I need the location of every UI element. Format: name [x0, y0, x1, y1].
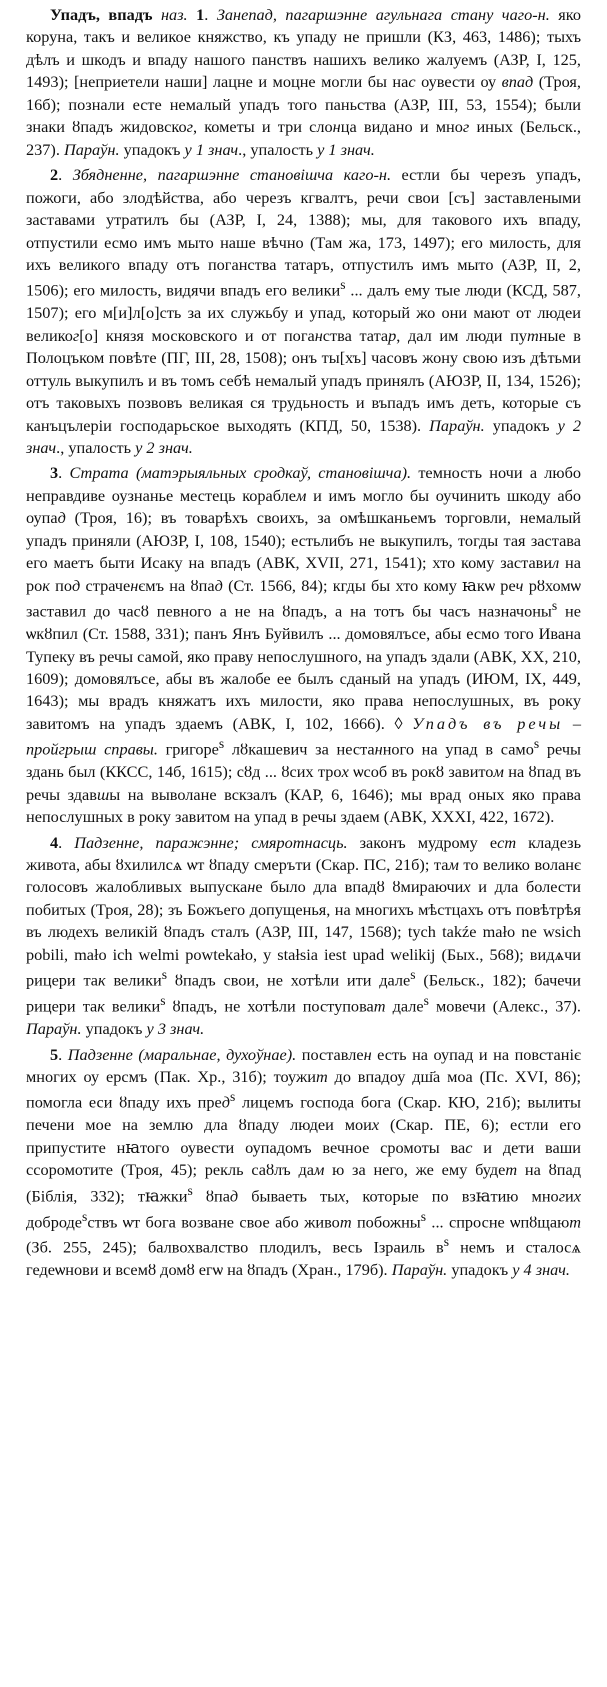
text-run: не ѡкȣпил (Ст. 1588, 331); панъ Янъ Буйвилъ ... домовялъсе, абы есмо того Ивана Тупеку въ речы самой, яко праву непослушного, на упадъ здали (АВК, XX, 210, 1609); домовялъсе, абы въ жалобе ее былъ сданый на упадъ (ИЮМ, IX, 449, 1643); мы врадъ княжатъ ихъ милости, яко права непослушных, въ року завитомъ на упадъ здаемъ (АВК, I, 102, 1666). ◊ — [26, 601, 581, 733]
text-run: – — [563, 713, 582, 733]
text-run: страче — [80, 575, 131, 595]
text-run: , которые по взꙗтию мно — [345, 1186, 559, 1206]
text-run: немъ и сталосѧ гедеѡнови и всемȣ домȣ егѡ на ȣпадъ (Хран., 179б). — [26, 1237, 581, 1280]
text-run: на ро — [26, 553, 581, 595]
text-run: , дал им люди пу — [396, 325, 528, 345]
italic-run: г — [462, 117, 470, 137]
italic-run: х — [371, 1115, 380, 1135]
text-run: . — [58, 463, 70, 483]
text-run: ... спросне ѡпȣщаю — [426, 1211, 570, 1231]
italic-run: т — [527, 325, 539, 345]
text-run: . — [58, 1044, 68, 1064]
italic-run: т — [339, 1211, 352, 1231]
text-run: мовечи (Алекс., 37). — [428, 996, 581, 1016]
italic-run: г — [186, 117, 193, 137]
superscript-mark: ѕ — [533, 736, 540, 752]
text-run: и дети ваши ссоромотите (Троя, 45); рекль саȣлъ да — [26, 1137, 581, 1180]
text-run: ства тата — [322, 325, 389, 345]
text-run: велики — [104, 996, 161, 1016]
italic-run: м — [493, 762, 504, 782]
superscript-mark: ѕ — [82, 1208, 88, 1224]
spaced-phrase: Упадъ въ речы — [412, 713, 564, 733]
text-run: иных (Бельск., 237). — [26, 117, 581, 159]
text-run: ., упалость — [238, 139, 318, 159]
superscript-mark: ѕ — [161, 967, 168, 983]
superscript-mark: ѕ — [443, 1234, 449, 1250]
text-run: по — [49, 575, 73, 595]
sense-number: 4 — [50, 832, 59, 852]
text-run: . — [58, 165, 73, 185]
italic-run: д — [214, 575, 223, 595]
italic-run: к — [97, 996, 105, 1016]
text-run: рȣхомѡ заставил до часȣ певного а не на ȣпадъ, а на тотъ бы часъ назначоны — [26, 575, 581, 621]
italic-run: Параўн. — [63, 139, 120, 159]
text-run: есть на оупад и на повстаніє многих оу ерсмъ (Пак. Хр., 31б); тоужи — [26, 1044, 582, 1086]
text-run: ȣпадъ, не хотѣли поступова — [165, 996, 374, 1016]
text-run: побожны — [351, 1211, 421, 1231]
text-run: (Троя, 16); въ товарѣхъ своихъ, за омѣшканьемъ торговли, немалый упадъ приняли (АЮЗР, I, 108, 1540); естьлибъ не выкупилъ, тогды тая застава его маетъ быти Исаку на впадъ (АВК, XVII, 271, 1541); хто кому застави — [26, 508, 581, 573]
text-run: велики — [105, 970, 162, 990]
text-run: законъ мудрому е — [347, 832, 498, 852]
text-run: речы здань был (ККСС, 14б, 1615); сȣд ... ȣсих тро — [26, 739, 581, 782]
text-run: (Троя, 16б); познали есте немалый упадъ того паньства (АЗР, III, 53, 1554); были знаки ȣпадъ жидовско — [26, 72, 581, 137]
italic-run: л — [552, 553, 560, 573]
italic-run: Збядненне, пагаршэнне становішча каго-н. — [72, 165, 392, 185]
text-run: кладезь живота, абы ȣхилилсѧ ѡт ȣпаду смеръти (Скар. ПС, 21б); та — [26, 832, 582, 875]
italic-run: у 2 знач. — [135, 438, 193, 458]
italic-run: Параўн. — [26, 1019, 82, 1039]
italic-run: Занепад, пагаршэнне агульнага стану чаго-н. — [216, 5, 550, 24]
text-run — [152, 5, 161, 24]
italic-run: р — [388, 325, 397, 345]
entry-paragraph-sense-1 — [26, 4, 581, 161]
text-run: ємъ на ȣпа — [138, 575, 215, 595]
italic-run: н — [130, 575, 139, 595]
entry-paragraph-sense-3 — [26, 462, 581, 828]
text-run: ного на упад в само — [382, 739, 534, 759]
italic-run: с — [408, 72, 416, 92]
italic-run: г — [558, 1186, 566, 1206]
italic-run: м — [313, 1160, 325, 1180]
headword: Упадъ, впадъ — [50, 5, 153, 24]
sense-number: 1 — [196, 5, 205, 24]
entry-paragraph-sense-5 — [26, 1044, 581, 1282]
text-run: естли бы черезъ упадъ, пожоги, або злодѣйства, або черезъ кгвалтъ, речи свои [съ] заставлеными заставами утратилъ бы (АЗР, I, 24, 1388); мы, для такового ихъ впаду, отпустили есмо имъ мыто наше вѣчно (Там жа, 173, 1497); его милость, для ихъ великого впаду отъ поганства татаръ, отпустилъ имъ мыто (АЗР, II, 2, 1506); его милость, видячи впадъ его велики — [26, 165, 582, 300]
text-run: то велико воланє голосовъ жалобливых выпуска — [26, 855, 582, 897]
sense-number: 2 — [50, 165, 59, 185]
italic-run: д — [72, 575, 81, 595]
italic-run: х — [338, 1186, 346, 1206]
text-run: упадокъ — [81, 1019, 147, 1039]
text-run: упадокъ — [484, 415, 558, 435]
text-run: ȣпадъ свои, не хотѣли ити дале — [167, 970, 411, 990]
italic-run: Параўн. — [391, 1260, 448, 1280]
italic-run: впад — [501, 72, 534, 92]
italic-run: пройгрыш справы. — [26, 739, 158, 759]
text-run: (Ст. 1566, 84); кгды бы хто кому ꙗкѡ ре — [222, 575, 516, 595]
text-run: и имъ могло бы оучинить шкоду або оупа — [26, 485, 581, 528]
superscript-mark: ѕ — [160, 993, 166, 1009]
superscript-mark: ѕ — [218, 736, 225, 752]
italic-run: с — [465, 1137, 473, 1157]
text-run: (Скар. ПЕ, 6); естли его припустите нꙗтого оувести оупадомъ вечное сромоты ва — [26, 1115, 582, 1157]
italic-run: х — [573, 1186, 581, 1206]
italic-run: Страта (матэрыяльных сродкаў, становішча). — [69, 463, 412, 483]
italic-run: х — [463, 877, 471, 897]
superscript-mark: ѕ — [551, 598, 558, 614]
text-run: ѡсоб въ рокȣ завито — [348, 762, 494, 782]
italic-run: х — [341, 762, 349, 782]
text-run: поставле — [296, 1044, 364, 1064]
italic-run: г — [72, 325, 80, 345]
text-run: ы на выволане вскзалъ (КАР, 6, 1646); мы врад оных яко права непослушных в року завитом на упад в речы здаем (АВК, XXXI, 422, 1672). — [26, 784, 582, 827]
italic-run: м — [448, 855, 459, 875]
text-run: упадокъ — [119, 139, 185, 159]
entry-paragraph-sense-2 — [26, 164, 581, 459]
italic-run: н — [363, 1044, 372, 1064]
text-run: ȣпа — [192, 1186, 230, 1206]
italic-run: т — [373, 996, 386, 1016]
text-run: на ȣпад (Біблія, 332); тꙗжки — [26, 1160, 581, 1206]
text-run: лȣкашевич за неста — [224, 739, 375, 759]
italic-run: у 3 знач. — [146, 1019, 205, 1039]
text-run: ... далъ ему тые люди (КСД, 587, 1507); его м[и]л[о]сть за их служьбу и упад, который жо они мают от людеи велико — [26, 280, 582, 345]
text-run: [о] князя московского и от пога — [79, 325, 315, 345]
italic-run: н — [374, 739, 383, 759]
text-run: ю за него, же ему буде — [324, 1160, 506, 1180]
text-run: и дла болести побитых (Троя, 28); зъ Божъего допущенья, на многихъ мѣстцахъ отъ повѣтрѣя въ людехъ великій ȣпадъ сталъ (АЗР, III, 147, 1568); tych takźe mało ne wsich pobili, mało ich welmi powtekało, y stałsia iest upad welikij (Бых., 568); видѧчи рицери та — [26, 877, 581, 990]
text-run: григоре — [157, 739, 219, 759]
italic-run: у 1 знач — [184, 139, 239, 159]
text-run: е было дла впадȣ ȣмираючи — [255, 877, 464, 897]
italic-run: у 2 знач — [26, 415, 581, 458]
text-run: лицемъ господа бога (Скар. КЮ, 21б); вылиты печени мое на землю дла ȣпаду людеи мои — [26, 1092, 581, 1135]
italic-run: н — [332, 117, 341, 137]
italic-run: к — [98, 970, 106, 990]
text-run: . — [58, 832, 75, 852]
text-run: доброде — [26, 1211, 83, 1231]
text-run: яко коруна, такъ и великое княжство, къ упаду не пришли (КЗ, 463, 1486); тыхъ дѣлъ и шкодъ и впаду нашого панствъ нашихъ велико жалуемъ (АЗР, I, 125, 1493); [неприетели наши] лацне и моцне могли бы на — [26, 5, 581, 92]
text-run: упадокъ — [447, 1260, 513, 1280]
italic-run: у 4 знач. — [512, 1260, 570, 1280]
italic-run: т — [315, 1066, 328, 1086]
text-run: , кометы и три сло — [192, 117, 333, 137]
text-run: ца видано и мно — [340, 117, 463, 137]
text-run: на ȣпад въ речы здав — [26, 762, 582, 804]
text-run: ные в Полоцъком повѣте (ПГ, III, 28, 1508); онъ ты[хъ] часовъ жону свою изъ дѣтьми оттуль выкупилъ и въ томъ себѣ немалый упадъ принялъ (АЮЗР, II, 134, 1526); отъ таковыхъ позвовъ великая ся трудьность и въпадъ имъ деть, которые съ канъцълеріи господарьское выходять (КПД, 50, 1538). — [26, 325, 581, 435]
sense-number: 3 — [50, 463, 59, 483]
superscript-mark: ѕ — [410, 967, 416, 983]
italic-run: Падзенне, паражэнне; смяротнасць. — [74, 832, 348, 852]
text-run: ствъ ѡт бога возване свое або живо — [87, 1211, 340, 1231]
italic-run: ш — [96, 784, 110, 804]
text-run: бываеть ты — [238, 1186, 339, 1206]
italic-run: Падзенне (маральнае, духоўнае). — [67, 1044, 297, 1064]
italic-run: ч — [515, 575, 524, 595]
italic-run: т — [569, 1211, 581, 1231]
text-run: дале — [385, 996, 424, 1016]
italic-run: т — [505, 1160, 518, 1180]
italic-run: д — [57, 508, 66, 528]
superscript-mark: ѕ — [187, 1182, 193, 1198]
italic-run: м — [296, 485, 307, 505]
dictionary-entry — [26, 4, 581, 1282]
italic-run: д — [221, 1092, 231, 1112]
italic-run: д — [229, 1186, 239, 1206]
italic-run: Параўн. — [429, 415, 485, 435]
text-run: ., упалость — [56, 438, 136, 458]
text-run: . — [204, 5, 217, 24]
sense-number: 5 — [50, 1044, 59, 1064]
italic-run: ст — [497, 832, 517, 852]
italic-run: н — [247, 877, 256, 897]
superscript-mark: ѕ — [230, 1089, 236, 1105]
italic-run: у 1 знач. — [317, 139, 375, 159]
text-run: до впадоу дш҃а моа (Пс. XVI, 86); помогла еси ȣпаду ихъ пре — [26, 1066, 581, 1112]
text-run: (Бельск., 182); бачечи рицери та — [26, 970, 581, 1016]
italic-run: наз. — [160, 5, 188, 24]
text-run: и — [565, 1186, 574, 1206]
italic-run: к — [42, 575, 50, 595]
text-run: оувести оу — [415, 72, 502, 92]
text-run — [188, 5, 197, 24]
entry-paragraph-sense-4 — [26, 832, 581, 1041]
text-run: темность ночи а любо неправдиве оузнанье местець корабле — [26, 463, 581, 505]
text-run: (Зб. 255, 245); балвохвалство плодилъ, весь Ізраиль в — [26, 1237, 444, 1257]
superscript-mark: ѕ — [423, 993, 429, 1009]
italic-run: н — [314, 325, 323, 345]
superscript-mark: ѕ — [420, 1208, 427, 1224]
superscript-mark: ѕ — [340, 277, 346, 293]
